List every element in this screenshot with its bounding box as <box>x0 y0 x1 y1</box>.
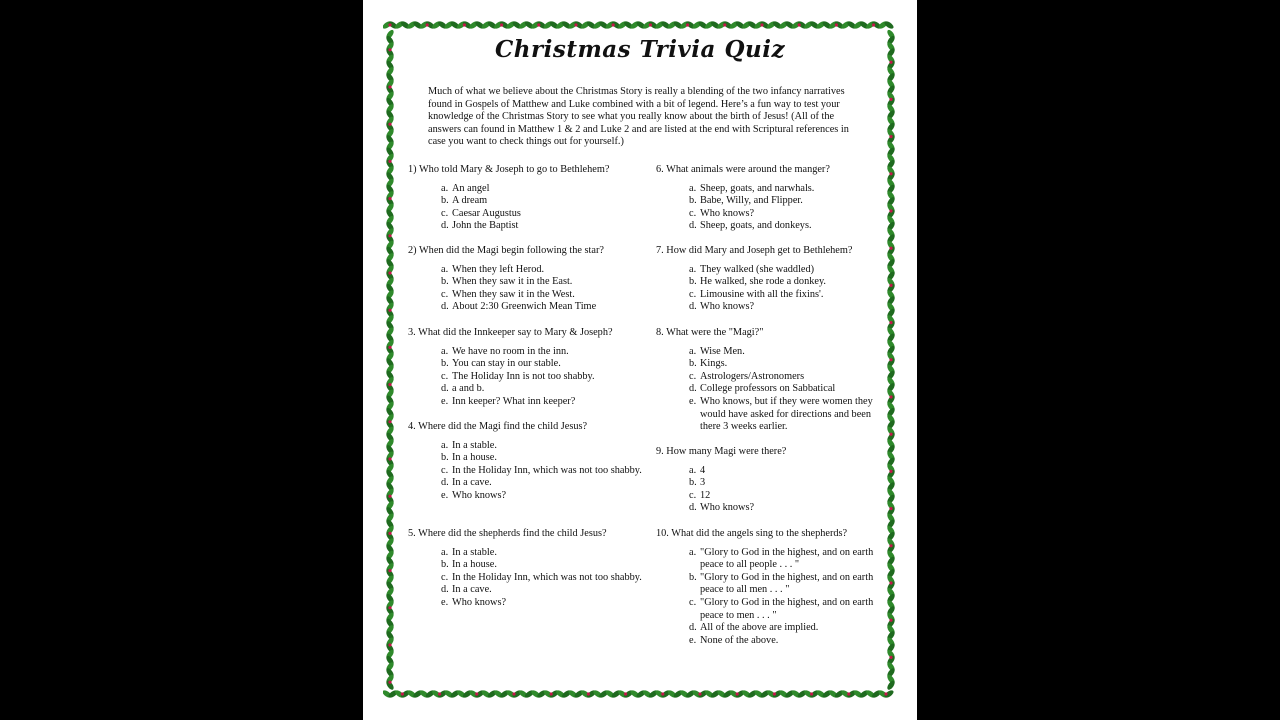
holly-berry <box>889 135 892 138</box>
answer-marker: d. <box>689 220 697 232</box>
question-5 <box>408 528 643 610</box>
holly-berry <box>661 692 664 695</box>
answer-option <box>441 264 643 277</box>
answer-text: We have no room in the inn. <box>452 345 569 357</box>
answer-marker: a. <box>441 182 449 194</box>
answer-option <box>441 452 643 465</box>
holly-berry <box>388 606 391 609</box>
question-text: 4. Where did the Magi find the child Jesus? <box>408 421 588 432</box>
answer-option <box>689 289 881 302</box>
holly-berry <box>889 433 892 436</box>
answer-marker: b. <box>689 195 697 207</box>
question-9 <box>656 446 881 515</box>
answer-marker: d. <box>689 301 697 313</box>
answer-marker: c. <box>441 464 449 476</box>
answer-text: Who knows, but if they were women they would have asked for directions and been there 3 weeks earlier. <box>700 395 873 433</box>
holly-berry <box>884 692 887 695</box>
answer-option <box>441 208 643 221</box>
holly-berry <box>463 23 466 26</box>
answer-option <box>689 264 881 277</box>
answer-option <box>689 383 881 396</box>
holly-berry <box>388 532 391 535</box>
answer-marker: a. <box>441 345 449 357</box>
holly-berry <box>388 681 391 684</box>
answer-list <box>408 547 643 610</box>
answer-marker: b. <box>441 195 449 207</box>
answer-marker: b. <box>441 559 449 571</box>
answer-text: a and b. <box>452 383 485 395</box>
question-text: 5. Where did the shepherds find the child Jesus? <box>408 528 607 539</box>
answer-marker: e. <box>441 395 449 407</box>
answer-option <box>441 572 643 585</box>
answer-option <box>441 597 643 610</box>
answer-text: Astrologers/Astronomers <box>700 370 805 382</box>
answer-list <box>408 346 643 409</box>
holly-berry <box>574 23 577 26</box>
answer-text: Sheep, goats, and donkeys. <box>700 220 812 232</box>
answer-option <box>689 220 881 233</box>
answer-marker: e. <box>689 634 697 646</box>
holly-berry <box>889 581 892 584</box>
answer-marker: e. <box>689 395 697 407</box>
answer-marker: c. <box>689 370 697 382</box>
holly-berry <box>872 23 875 26</box>
holly-berry <box>537 23 540 26</box>
question-text: 10. What did the angels sing to the shepherds? <box>656 528 848 539</box>
answer-option <box>689 572 881 597</box>
answer-text: 3 <box>700 477 706 489</box>
holly-berry <box>889 98 892 101</box>
answer-marker: c. <box>689 288 697 300</box>
holly-berry <box>773 692 776 695</box>
answer-text: The Holiday Inn is not too shabby. <box>452 370 595 382</box>
answer-text: Who knows? <box>452 596 507 608</box>
holly-berry <box>889 395 892 398</box>
answer-text: Who knows? <box>700 207 755 219</box>
answer-marker: c. <box>441 288 449 300</box>
holly-berry <box>624 692 627 695</box>
answer-marker: a. <box>689 546 697 558</box>
answer-option <box>441 220 643 233</box>
holly-berry <box>889 470 892 473</box>
answer-text: All of the above are implied. <box>700 622 819 634</box>
answer-marker: d. <box>689 622 697 634</box>
holly-berry <box>388 309 391 312</box>
answer-marker: d. <box>441 477 449 489</box>
holly-berry <box>612 23 615 26</box>
page-title: Christmas Trivia Quiz <box>494 36 785 63</box>
holly-berry <box>388 160 391 163</box>
holly-berry <box>388 420 391 423</box>
holly-berry <box>388 495 391 498</box>
answer-text: In a cave. <box>452 477 492 489</box>
answer-text: "Glory to God in the highest, and on earth peace to all men . . . " <box>700 571 874 596</box>
question-text: 8. What were the "Magi?" <box>656 327 764 338</box>
answer-text: In a house. <box>452 559 497 571</box>
answer-list <box>656 264 881 314</box>
answer-text: Kings. <box>700 358 728 370</box>
answer-option <box>689 208 881 221</box>
holly-berry <box>736 692 739 695</box>
answer-text: In a cave. <box>452 584 492 596</box>
answer-text: Sheep, goats, and narwhals. <box>700 182 815 194</box>
answer-list <box>656 183 881 233</box>
answer-marker: d. <box>441 584 449 596</box>
holly-berry <box>587 692 590 695</box>
answer-list <box>408 440 643 503</box>
answer-text: Wise Men. <box>700 345 745 357</box>
answer-marker: a. <box>441 263 449 275</box>
answer-marker: c. <box>441 571 449 583</box>
holly-berry <box>889 321 892 324</box>
question-text: 7. How did Mary and Joseph get to Bethlehem? <box>656 245 853 256</box>
holly-berry <box>550 692 553 695</box>
holly-berry <box>426 23 429 26</box>
holly-berry <box>649 23 652 26</box>
answer-text: They walked (she waddled) <box>700 263 815 275</box>
answer-option <box>441 547 643 560</box>
holly-berry <box>810 692 813 695</box>
answer-option <box>441 396 643 409</box>
answer-option <box>689 490 881 503</box>
answer-marker: b. <box>689 571 697 583</box>
answer-marker: c. <box>689 489 697 501</box>
question-4 <box>408 421 643 503</box>
answer-option <box>441 301 643 314</box>
answer-marker: b. <box>689 477 697 489</box>
holly-berry <box>500 23 503 26</box>
answer-text: When they saw it in the West. <box>452 288 575 300</box>
question-6 <box>656 164 881 233</box>
answer-option <box>689 622 881 635</box>
answer-marker: b. <box>441 276 449 288</box>
answer-option <box>441 358 643 371</box>
question-text: 9. How many Magi were there? <box>656 446 787 457</box>
answer-option <box>689 301 881 314</box>
answer-text: Limousine with all the fixins'. <box>700 288 824 300</box>
holly-berry <box>401 692 404 695</box>
holly-berry <box>889 209 892 212</box>
holly-berry <box>889 172 892 175</box>
holly-berry <box>798 23 801 26</box>
holly-berry <box>388 23 391 26</box>
answer-option <box>441 477 643 490</box>
answer-marker: a. <box>689 263 697 275</box>
question-text: 3. What did the Innkeeper say to Mary & Joseph? <box>408 327 613 338</box>
answer-option <box>689 502 881 515</box>
answer-option <box>689 371 881 384</box>
answer-text: An angel <box>452 182 490 194</box>
holly-berry <box>760 23 763 26</box>
answer-list <box>656 547 881 648</box>
question-7 <box>656 245 881 314</box>
answer-marker: b. <box>441 452 449 464</box>
question-2 <box>408 245 643 314</box>
answer-text: In the Holiday Inn, which was not too shabby. <box>452 464 642 476</box>
answer-marker: d. <box>689 383 697 395</box>
answer-option <box>689 597 881 622</box>
answer-marker: d. <box>441 301 449 313</box>
answer-marker: c. <box>441 207 449 219</box>
answer-marker: d. <box>689 502 697 514</box>
answer-text: John the Baptist <box>452 220 519 232</box>
answer-text: Who knows? <box>700 301 755 313</box>
question-text: 6. What animals were around the manger? <box>656 164 830 175</box>
answer-option <box>689 547 881 572</box>
holly-berry <box>889 656 892 659</box>
answer-option <box>689 477 881 490</box>
holly-berry <box>388 197 391 200</box>
answer-text: Who knows? <box>452 489 507 501</box>
answer-marker: b. <box>689 276 697 288</box>
answer-marker: a. <box>689 345 697 357</box>
question-8 <box>656 327 881 434</box>
answer-option <box>441 346 643 359</box>
holly-berry <box>388 457 391 460</box>
answer-marker: e. <box>441 489 449 501</box>
answer-text: "Glory to God in the highest, and on earth peace to all people . . . " <box>700 546 874 571</box>
question-text: 2) When did the Magi begin following the star? <box>408 245 604 256</box>
answer-marker: c. <box>441 370 449 382</box>
answer-text: In a stable. <box>452 546 497 558</box>
answer-option <box>441 276 643 289</box>
answer-text: Caesar Augustus <box>452 207 521 219</box>
answer-marker: c. <box>689 596 697 608</box>
answer-text: In a stable. <box>452 439 497 451</box>
answer-text: He walked, she rode a donkey. <box>700 276 826 288</box>
answer-text: When they saw it in the East. <box>452 276 573 288</box>
answer-option <box>689 276 881 289</box>
holly-berry <box>388 123 391 126</box>
holly-berry <box>388 643 391 646</box>
holly-berry <box>438 692 441 695</box>
answer-option <box>441 371 643 384</box>
answer-option <box>441 490 643 503</box>
answer-list <box>408 183 643 233</box>
answer-option <box>441 183 643 196</box>
answer-option <box>441 440 643 453</box>
answer-option <box>689 358 881 371</box>
holly-berry <box>512 692 515 695</box>
intro-paragraph: Much of what we believe about the Christmas Story is really a blending of the two infancy narratives found in Gospels of Matthew and Luke combined with a bit of legend. Here’s a fun way to test your knowledge of the Christmas Story to see what you really know about the birth of Jesus! (All of the answers can found in Matthew 1 & 2 and Luke 2 and are listed at the end with Scriptural references in case you want to check things out for yourself.) <box>428 86 849 148</box>
holly-berry <box>847 692 850 695</box>
answer-option <box>441 584 643 597</box>
question-10 <box>656 528 881 647</box>
holly-berry <box>475 692 478 695</box>
holly-berry <box>388 271 391 274</box>
holly-berry <box>388 85 391 88</box>
holly-berry <box>723 23 726 26</box>
answer-text: You can stay in our stable. <box>452 358 561 370</box>
holly-berry <box>388 569 391 572</box>
answer-list <box>656 346 881 434</box>
answer-text: In the Holiday Inn, which was not too shabby. <box>452 571 642 583</box>
answer-option <box>689 183 881 196</box>
holly-berry <box>388 234 391 237</box>
answer-option <box>441 465 643 478</box>
answer-text: College professors on Sabbatical <box>700 383 836 395</box>
answer-option <box>689 346 881 359</box>
answer-text: About 2:30 Greenwich Mean Time <box>452 301 597 313</box>
answer-option <box>689 635 881 648</box>
holly-berry <box>889 284 892 287</box>
answer-text: In a house. <box>452 452 497 464</box>
holly-berry <box>686 23 689 26</box>
holly-berry <box>889 247 892 250</box>
answer-list <box>408 264 643 314</box>
answer-text: When they left Herod. <box>452 263 545 275</box>
question-text: 1) Who told Mary & Joseph to go to Bethlehem? <box>408 164 610 175</box>
answer-marker: a. <box>441 439 449 451</box>
answer-marker: a. <box>689 464 697 476</box>
answer-marker: d. <box>441 220 449 232</box>
answer-marker: a. <box>689 182 697 194</box>
holly-berry <box>835 23 838 26</box>
answer-text: "Glory to God in the highest, and on earth peace to men . . . " <box>700 596 874 621</box>
answer-option <box>441 559 643 572</box>
answer-option <box>689 396 881 434</box>
holly-berry <box>889 358 892 361</box>
answer-marker: b. <box>441 358 449 370</box>
answer-text: 12 <box>700 489 711 501</box>
quiz-page <box>363 0 917 720</box>
answer-list <box>656 465 881 515</box>
holly-berry <box>889 507 892 510</box>
answer-marker: c. <box>689 207 697 219</box>
answer-option <box>441 289 643 302</box>
answer-marker: b. <box>689 358 697 370</box>
answer-text: Inn keeper? What inn keeper? <box>452 395 576 407</box>
answer-option <box>689 195 881 208</box>
answer-marker: a. <box>441 546 449 558</box>
holly-berry <box>889 619 892 622</box>
holly-berry <box>388 383 391 386</box>
answer-option <box>441 383 643 396</box>
question-1 <box>408 164 643 233</box>
answer-text: A dream <box>452 195 488 207</box>
answer-text: Babe, Willy, and Flipper. <box>700 195 803 207</box>
answer-marker: d. <box>441 383 449 395</box>
holly-berry <box>889 544 892 547</box>
question-3 <box>408 327 643 409</box>
answer-text: Who knows? <box>700 502 755 514</box>
holly-berry <box>388 346 391 349</box>
answer-text: 4 <box>700 464 706 476</box>
holly-berry <box>698 692 701 695</box>
answer-option <box>689 465 881 478</box>
answer-text: None of the above. <box>700 634 779 646</box>
answer-marker: e. <box>441 596 449 608</box>
answer-option <box>441 195 643 208</box>
